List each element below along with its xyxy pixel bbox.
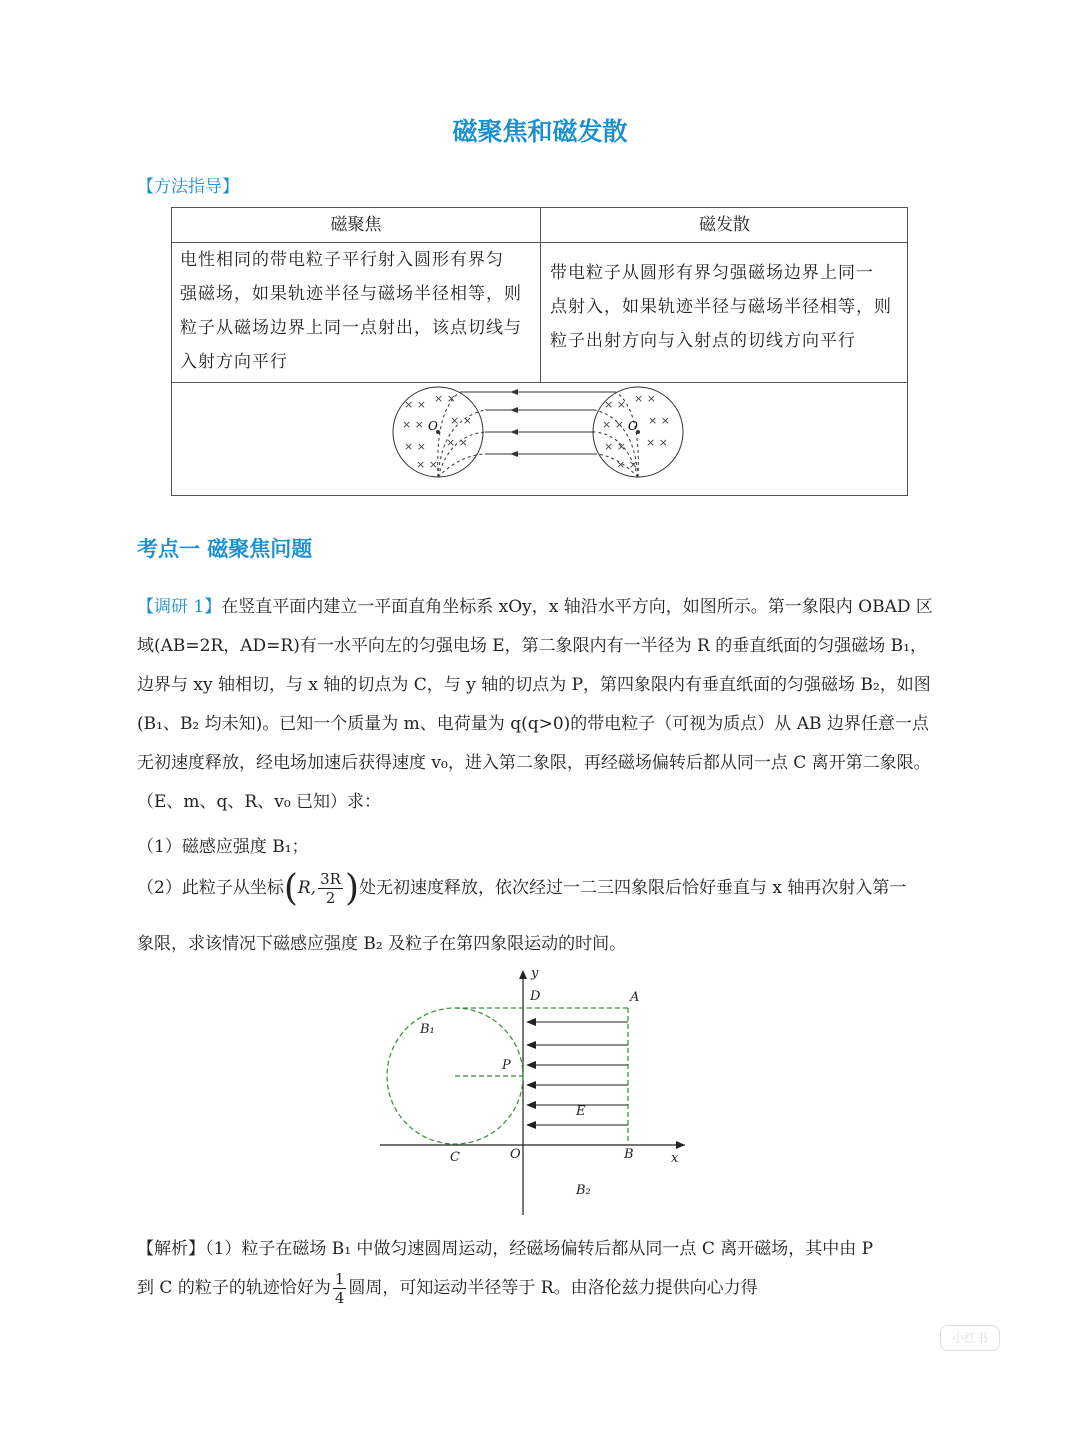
- diverging-description: [550, 256, 905, 358]
- label-D: D: [530, 989, 541, 1004]
- label-P: P: [502, 1058, 511, 1073]
- svg-text:× ×: × ×: [416, 458, 438, 471]
- header-diverging: 磁发散: [699, 215, 750, 235]
- solution-line-1: [137, 1234, 873, 1259]
- svg-text:× ×: × ×: [616, 458, 638, 471]
- solution-line-2: [137, 1270, 758, 1307]
- header-focusing: 磁聚焦: [330, 215, 382, 235]
- focusing-description: [180, 243, 535, 379]
- frac-numerator: 3R: [320, 870, 341, 888]
- center-label-right: O: [628, 419, 638, 433]
- text-line: 点射入，如果轨迹半径与磁场半径相等，则: [550, 297, 892, 317]
- text-line: 入射方向平行: [180, 352, 288, 372]
- q2-coord-x: R,: [297, 878, 317, 898]
- q2-prefix: （2）此粒子从坐标: [137, 878, 284, 898]
- svg-text:× ×: × ×: [434, 392, 456, 405]
- label-B2: B₂: [576, 1183, 591, 1198]
- q2-suffix: 处无初速度释放，依次经过一二三四象限后恰好垂直与 x 轴再次射入第一: [358, 878, 907, 898]
- problem-text: 在竖直平面内建立一平面直角坐标系 xOy，x 轴沿水平方向，如图所示。第一象限内 OBAD 区域(AB=2R，AD=R)有一水平向左的匀强电场 E，第二象限内有一半径为 R 的垂直纸面的匀强磁场 B₁，边界与 xy 轴相切，与 x 轴的切点为 C，与 y 轴的切点为 P，第四象限内有垂直纸面的匀强磁场 B₂，如图(B₁、B₂ 均未知)。已知一个质量为 m、电荷量为 q(q>0)的带电粒子（可视为质点）从 AB 边界任意一点无初速度释放，经电场加速后获得速度 v₀，进入第二象限，再经磁场偏转后都从同一点 C 离开第二象限。（E、m、q、R、v₀ 已知）求：: [137, 597, 933, 812]
- svg-text:× ×: × ×: [404, 440, 426, 453]
- svg-text:× ×: × ×: [646, 436, 668, 449]
- section-title: 考点一 磁聚焦问题: [137, 537, 313, 561]
- text-line: 粒子从磁场边界上同一点射出，该点切线与: [180, 318, 522, 338]
- label-B1: B₁: [420, 1022, 435, 1037]
- svg-text:× ×: × ×: [604, 398, 626, 411]
- label-E: E: [576, 1104, 586, 1119]
- svg-text:× ×: × ×: [404, 398, 426, 411]
- frac-numerator: 1: [334, 1270, 345, 1288]
- svg-text:× ×: × ×: [634, 392, 656, 405]
- problem-tag: 【调研 1】: [137, 597, 222, 617]
- quarter-fraction: [333, 1270, 347, 1307]
- x-label: x: [671, 1151, 679, 1166]
- frac-denominator: 4: [334, 1289, 345, 1307]
- y-label: y: [531, 966, 539, 981]
- question-1: （1）磁感应强度 B₁；: [137, 837, 309, 857]
- solution-tag: 【解析】: [137, 1239, 205, 1259]
- svg-text:× ×: × ×: [450, 414, 472, 427]
- label-C: C: [450, 1150, 460, 1165]
- q2-fraction: [318, 870, 343, 907]
- label-B: B: [624, 1147, 634, 1162]
- label-A: A: [630, 990, 640, 1005]
- text-line: 带电粒子从圆形有界匀强磁场边界上同一: [550, 263, 874, 283]
- frac-denominator: 2: [325, 889, 336, 907]
- solution-text: 圆周，可知运动半径等于 R。由洛伦兹力提供向心力得: [348, 1278, 758, 1298]
- text-line: 电性相同的带电粒子平行射入圆形有界匀: [180, 250, 504, 270]
- svg-text:× ×: × ×: [402, 418, 424, 431]
- question-2-line2: 象限，求该情况下磁感应强度 B₂ 及粒子在第四象限运动的时间。: [137, 934, 627, 954]
- svg-text:× ×: × ×: [602, 418, 624, 431]
- center-label-left: O: [428, 419, 438, 433]
- page-title: 磁聚焦和磁发散: [452, 117, 628, 146]
- text-line: 粒子出射方向与入射点的切线方向平行: [550, 331, 856, 351]
- focus-diverge-diagram: [390, 380, 690, 495]
- svg-text:× ×: × ×: [446, 436, 468, 449]
- solution-text: 到 C 的粒子的轨迹恰好为: [137, 1278, 331, 1298]
- text-line: 强磁场，如果轨迹半径与磁场半径相等，则: [180, 284, 522, 304]
- svg-text:× ×: × ×: [604, 440, 626, 453]
- label-O: O: [510, 1147, 521, 1162]
- solution-text: （1）粒子在磁场 B₁ 中做匀速圆周运动，经磁场偏转后都从同一点 C 离开磁场，其中由 P: [205, 1239, 874, 1259]
- coordinate-figure: [380, 965, 700, 1220]
- watermark-logo: 小红书: [940, 1325, 1000, 1351]
- problem-statement: [137, 588, 937, 822]
- question-2: （2）此粒子从坐标(R, $\frac{3R}{2}$ )处无初速度释放，依次经过一二三四象限后恰好垂直与 x 轴再次射入第一: [137, 868, 907, 909]
- svg-text:× ×: × ×: [648, 414, 670, 427]
- method-heading: 【方法指导】: [137, 177, 239, 197]
